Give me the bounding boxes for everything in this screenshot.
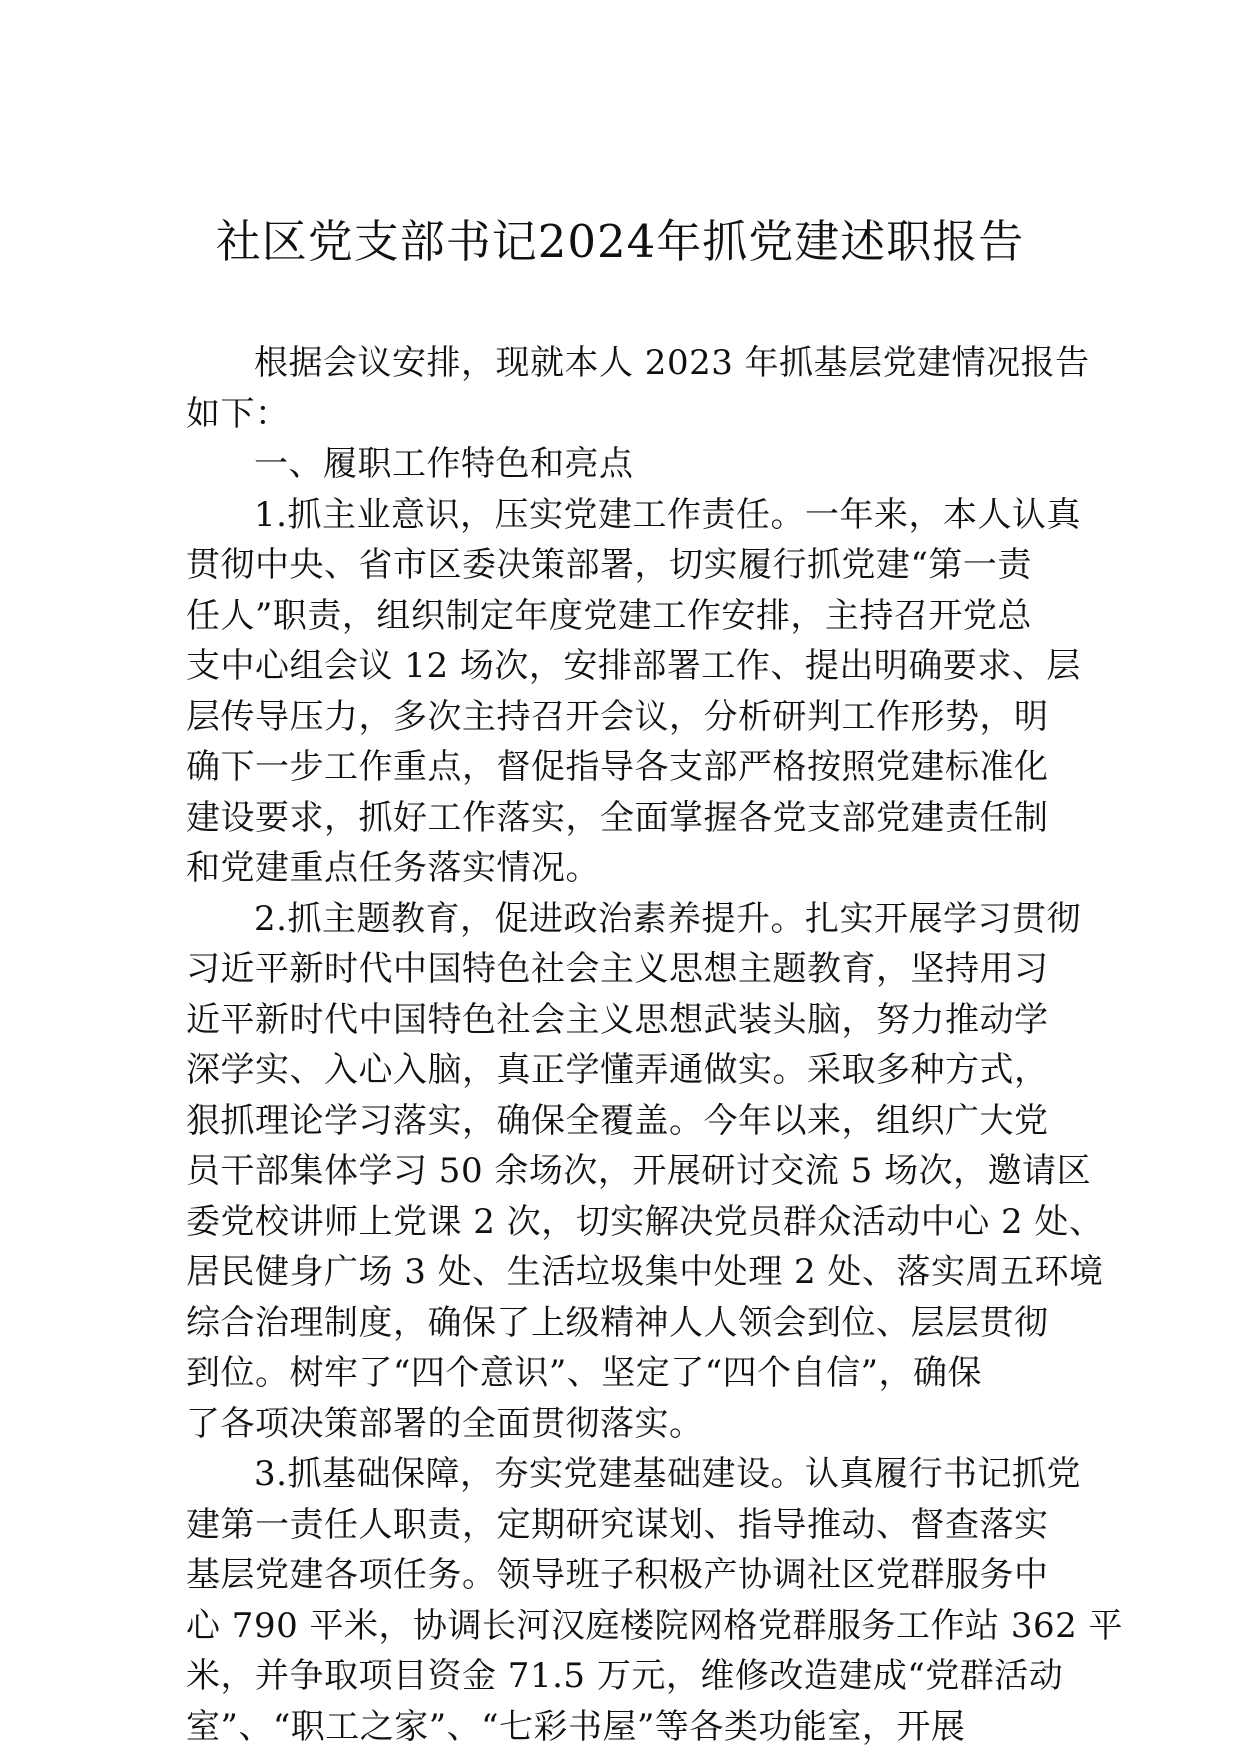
body-line: 层传导压力，多次主持召开会议，分析研判工作形势，明 (186, 696, 1049, 737)
body-line: 了各项决策部署的全面贯彻落实。 (186, 1403, 704, 1444)
body-line: 确下一步工作重点，督促指导各支部严格按照党建标准化 (186, 747, 1049, 787)
body-line: 员干部集体学习 50 余场次，开展研讨交流 5 场次，邀请区 (186, 1151, 1092, 1191)
body-line: 2.抓主题教育，促进政治素养提升。扎实开展学习贯彻 (254, 898, 1081, 939)
section-heading: 一、履职工作特色和亮点 (254, 444, 634, 484)
body-line: 基层党建各项任务。领导班子积极产协调社区党群服务中 (186, 1555, 1049, 1595)
body-line: 狠抓理论学习落实，确保全覆盖。今年以来，组织广大党 (186, 1100, 1049, 1141)
body-line: 根据会议安排，现就本人 2023 年抓基层党建情况报告 (254, 343, 1090, 383)
body-line: 建第一责任人职责，定期研究谋划、指导推动、督查落实 (186, 1504, 1049, 1545)
body-line: 近平新时代中国特色社会主义思想武装头脑，努力推动学 (186, 999, 1049, 1040)
body-line: 如下： (186, 393, 290, 434)
body-line: 建设要求，抓好工作落实，全面掌握各党支部党建责任制 (186, 797, 1049, 838)
body-line: 和党建重点任务落实情况。 (186, 848, 600, 888)
document-body (186, 338, 1124, 1752)
body-line: 支中心组会议 12 场次，安排部署工作、提出明确要求、层 (186, 646, 1081, 686)
body-line: 习近平新时代中国特色社会主义思想主题教育，坚持用习 (186, 949, 1049, 989)
body-line: 贯彻中央、省市区委决策部署，切实履行抓党建“第一责 (186, 545, 1032, 585)
body-line: 居民健身广场 3 处、生活垃圾集中处理 2 处、落实周五环境 (186, 1252, 1104, 1292)
body-line: 米，并争取项目资金 71.5 万元，维修改造建成“党群活动 (186, 1656, 1064, 1696)
body-line: 任人”职责，组织制定年度党建工作安排，主持召开党总 (186, 595, 1032, 636)
body-line: 1.抓主业意识，压实党建工作责任。一年来，本人认真 (254, 494, 1081, 535)
body-line: 综合治理制度，确保了上级精神人人领会到位、层层贯彻 (186, 1302, 1049, 1343)
body-line: 3.抓基础保障，夯实党建基础建设。认真履行书记抓党 (254, 1454, 1081, 1494)
body-line: 心 790 平米，协调长河汉庭楼院网格党群服务工作站 362 平 (186, 1605, 1124, 1646)
body-line: 室”、“职工之家”、“七彩书屋”等各类功能室，开展 (186, 1706, 966, 1747)
body-line: 委党校讲师上党课 2 次，切实解决党员群众活动中心 2 处、 (186, 1201, 1104, 1242)
document-title: 社区党支部书记2024年抓党建述职报告 (215, 215, 1025, 268)
body-line: 到位。树牢了“四个意识”、坚定了“四个自信”，确保 (186, 1353, 983, 1393)
body-line: 深学实、入心入脑，真正学懂弄通做实。采取多种方式， (186, 1050, 1049, 1090)
